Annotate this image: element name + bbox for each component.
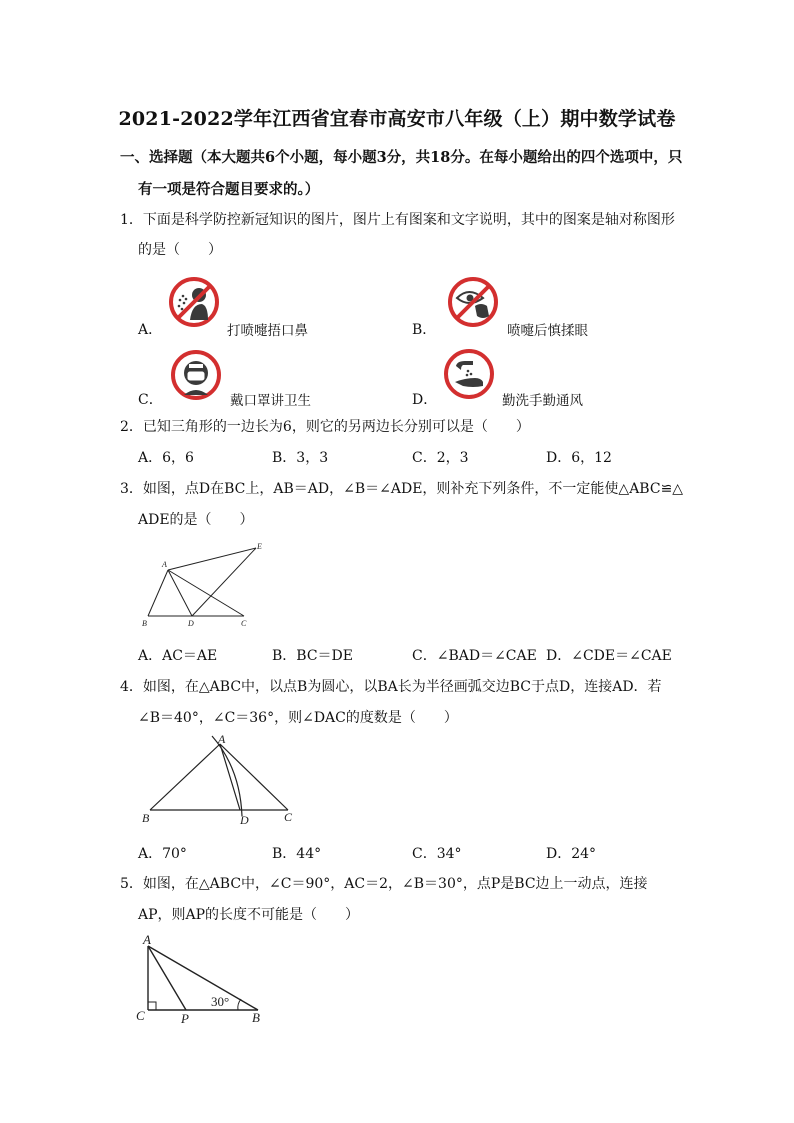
q4-option-d: D．24° [546,846,597,862]
q1-option-b-caption: 喷嚏后慎揉眼 [507,323,588,339]
q3-option-a: A．AC＝AE [138,648,218,664]
q5-stem-line1: 5．如图，在△ABC中，∠C＝90°，AC＝2，∠B＝30°，点P是BC边上一动点，连接 [120,876,648,892]
q4-option-c: C．34° [412,846,462,862]
q4-option-a: A．70° [138,846,187,862]
q5-label-b: B [252,1010,260,1024]
q5-figure [134,932,274,1024]
q5-angle-label: 30° [211,994,230,1009]
q1-stem-line2: 的是（ ） [138,242,222,258]
q3-option-d: D．∠CDE＝∠CAE [546,648,672,664]
q2-option-b: B．3，3 [272,450,329,466]
q4-stem-line1: 4．如图，在△ABC中，以点B为圆心，以BA长为半径画弧交边BC于点D，连接AD．若 [120,679,662,695]
q3-stem-line1: 3．如图，点D在BC上，AB＝AD，∠B＝∠ADE，则补充下列条件，不一定能使△ABC≌△ [120,481,684,497]
q1-option-d-caption: 勤洗手勤通风 [502,393,583,409]
q1-option-d-letter: D． [412,392,438,408]
q2-stem: 2．已知三角形的一边长为6，则它的另两边长分别可以是（ ） [120,419,530,435]
q5-label-p: P [181,1011,189,1024]
mask-icon [170,349,222,401]
q4-label-a: A [218,734,226,746]
q2-option-a: A．6，6 [138,450,194,466]
q3-label-d: D [188,619,194,628]
q1-stem-line1: 1．下面是科学防控新冠知识的图片，图片上有图案和文字说明，其中的图案是轴对称图形 [120,212,675,228]
q3-label-c: C [241,619,247,628]
q1-option-a-letter: A． [138,322,163,338]
q3-option-c: C．∠BAD＝∠CAE [412,648,537,664]
q4-label-d: D [240,813,249,827]
section-heading-line2: 有一项是符合题目要求的。） [138,181,320,198]
q4-stem-line2: ∠B＝40°，∠C＝36°，则∠DAC的度数是（ ） [138,710,458,726]
no-sneeze-icon [168,276,220,328]
q5-label-a: A [143,932,151,947]
q3-figure [138,538,268,630]
q4-figure [138,734,300,828]
no-eye-rub-icon [447,276,499,328]
q3-stem-line2: ADE的是（ ） [138,512,254,528]
q1-option-b-letter: B． [412,322,437,338]
q4-label-b: B [142,811,150,825]
q2-option-d: D．6，12 [546,450,612,466]
q4-label-c: C [284,810,293,824]
hand-wash-icon [443,348,495,400]
q3-label-e: E [257,542,262,551]
section-heading-line1: 一、选择题（本大题共6个小题，每小题3分，共18分。在每小题给出的四个选项中，只 [120,149,683,166]
q1-option-c-caption: 戴口罩讲卫生 [230,393,311,409]
page-title: 2021-2022学年江西省宜春市高安市八年级（上）期中数学试卷 [118,108,676,130]
q5-stem-line2: AP，则AP的长度不可能是（ ） [138,907,360,923]
q3-label-a: A [162,560,167,569]
q1-option-a-caption: 打喷嚏捂口鼻 [227,323,308,339]
q3-label-b: B [142,619,147,628]
q2-option-c: C．2，3 [412,450,469,466]
q1-option-c-letter: C． [138,392,163,408]
q4-option-b: B．44° [272,846,322,862]
q5-label-c: C [136,1008,145,1023]
q3-option-b: B．BC＝DE [272,648,353,664]
